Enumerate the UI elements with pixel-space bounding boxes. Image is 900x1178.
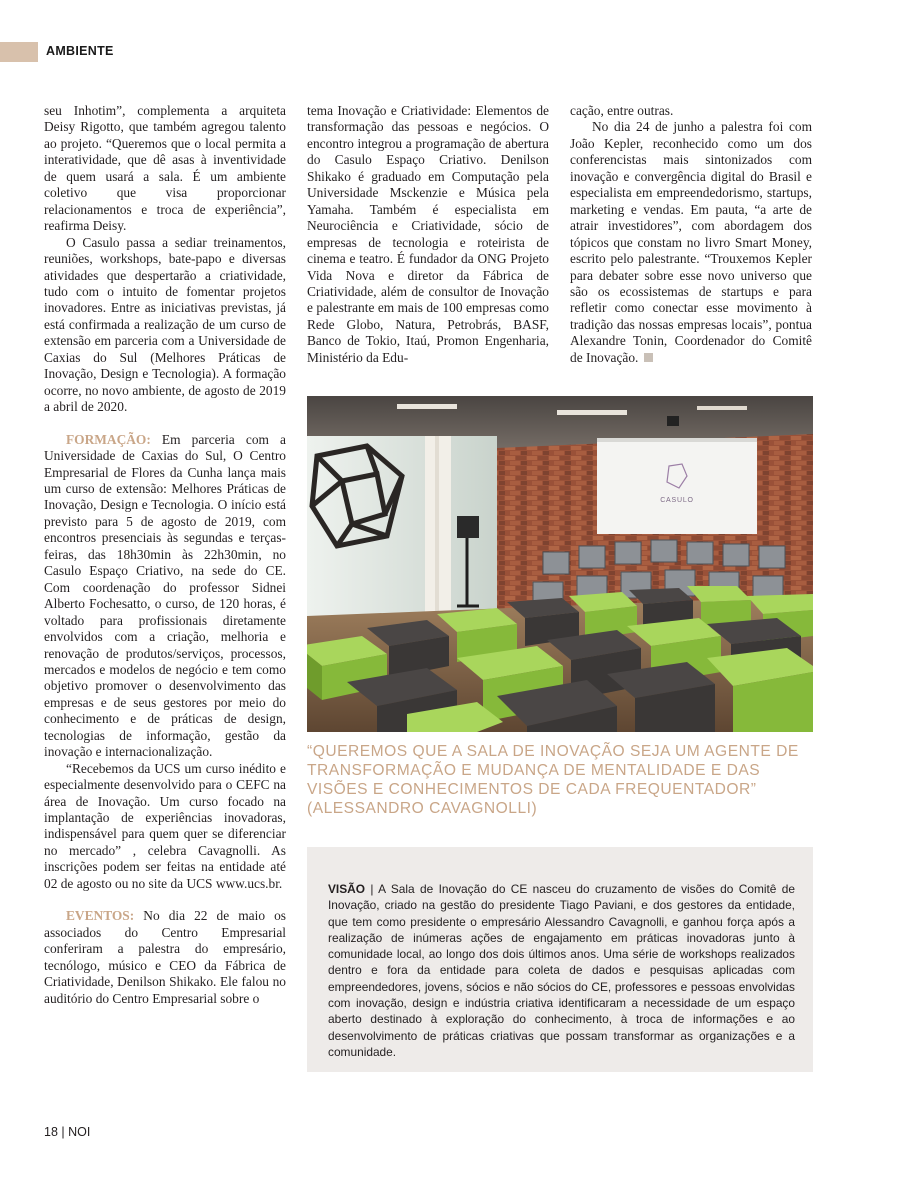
eventos-paragraph: [44, 908, 286, 1007]
eventos-keyword: EVENTOS:: [66, 908, 135, 924]
paragraph: cação, entre outras.: [570, 103, 674, 118]
room-photo: [307, 396, 813, 732]
formacao-text: Em parceria com a Universidade de Caxias do Sul, O Centro Empresarial de Flores da Cunha lança mais um curso de extensão: Melhores Práticas de Inovação, Design e Tecnologia. O início está previsto para 5 de agosto de 2019, com encontros presenciais às segundas e terças-feiras, das 18h30min às 22h30min, no Casulo Espaço Criativo, na sede do CE. Com coordenação do professor Sidnei Alberto Fochesatto, o curso, de 120 horas, é voltado para profissionais diretamente envolvidos com a criação, melhoria e renovação de produtos/serviços, processos, mercados e modelos de negócio e tem como objetivo promover o desenvolvimento das empresas e de seus gestores por meio do conhecimento e de práticas de design, tecnologias de informação, gestão da inovação e internacionalização.: [44, 431, 286, 760]
section-color-tab: [0, 42, 38, 62]
formacao-keyword: FORMAÇÃO:: [66, 431, 151, 447]
page-folio: 18 | NOI: [44, 1125, 91, 1139]
section-label: AMBIENTE: [46, 44, 114, 58]
text-column-3: [570, 103, 812, 366]
sidebar-box-lead: VISÃO: [328, 882, 366, 896]
paragraph: O Casulo passa a sediar treinamentos, reuniões, workshops, bate-papo e diversas atividades que despertarão a criatividade, tudo com o intuito de fomentar projetos inovadores. Entre as iniciativas previstas, já está confirmada a realização de um curso de extensão em parceria com a Universidade de Caxias do Sul (Melhores Práticas de Inovação, Design e Tecnologia). A formação ocorre, no novo ambiente, de agosto de 2019 a abril de 2020.: [44, 234, 286, 415]
stool-seat: [457, 516, 479, 538]
text-column-1: [44, 103, 286, 1007]
paragraph: seu Inhotim”, complementa a arquiteta Deisy Rigotto, que também agregou talento ao projeto. “Queremos que o local permita a interatividade, que dê asas à inventividade de quem usará a sala. É um ambiente coletivo que visa proporcionar relacionamentos e troca de experiência”, reafirma Deisy.: [44, 103, 286, 234]
paragraph: tema Inovação e Criatividade: Elementos de transformação das pessoas e negócios. O encontro integrou a programação de abertura do Casulo Espaço Criativo. Denilson Shikako é graduado em Computação pela Universidade Msckenzie e Música pela Yamaha. Também é especialista em Neurociência e Criatividade, sócio de empresas de tecnologia e roteirista de cinema e teatro. É fundador da ONG Projeto Vida Nova e diretor da Fábrica de Criatividade, além de consultor de Inovação e palestrante em mais de 100 empresas como Rede Globo, Natura, Petrobrás, BASF, Banco de Tokio, Itaú, Promon Engenharia, Ministério da Edu-: [307, 103, 549, 365]
pull-quote: “QUEREMOS QUE A SALA DE INOVAÇÃO SEJA UM AGENTE DE TRANSFORMAÇÃO E MUDANÇA DE MENTALIDADE E DAS VISÕES E CONHECIMENTOS DE CADA FREQUENTADOR” (ALESSANDRO CAVAGNOLLI): [307, 743, 799, 817]
sidebar-box-text: [328, 881, 795, 1060]
paragraph: [570, 119, 812, 366]
screen-logo-text: CASULO: [660, 497, 694, 504]
sidebar-box-body: | A Sala de Inovação do CE nasceu do cruzamento de visões do Comitê de Inovação, criado na gestão do presidente Tiago Paviani, e dos gestores da entidade, que tem como presidente o empresário Alessandro Cavagnolli, e ganhou força após a realização de inúmeras ações de engajamento em práticas inovadoras junto à comunidade local, ao longo dos dois últimos anos. Uma série de workshops realizados dentro e fora da entidade para coleta de dados e pesquisas aplicadas com empreendedores, jovens, sócios e não sócios do CE, professores e pessoas envolvidas com inovação, design e indústria criativa identificaram a necessidade de um espaço aberto destinado à exploração do conhecimento, à troca de informações e ao desenvolvimento de práticas criativas que possam transformar as organizações e a comunidade.: [328, 882, 795, 1059]
formacao-paragraph: [44, 432, 286, 761]
paragraph-text: No dia 24 de junho a palestra foi com João Kepler, reconhecido como um dos conferencistas mais sintonizados com inovação e convergência digital do Brasil e especialista em empreendedorismo, startups, marketing e vendas. Em pauta, “a arte de atrair investidores”, com abordagem dos tópicos que constam no livro Smart Money, escrito pelo palestrante. “Trouxemos Kepler para debater sobre esse novo universo que são os ecossistemas de startups e para refletir como conectar esse movimento à tradição das nossas empresas locais”, pontua Alexandre Tonin, Coordenador do Comitê de Inovação.: [570, 119, 812, 365]
text-column-2: [307, 103, 549, 366]
paragraph: “Recebemos da UCS um curso inédito e especialmente desenvolvido para o CEFC na área de Inovação. Um curso focado na implantação de experiências inovadoras, indispensável para quem quer se diferenciar no mercado” , celebra Cavagnolli. As inscrições podem ser feitas na entidade até 02 de agosto ou no site da UCS www.ucs.br.: [44, 760, 286, 891]
projection-screen: [597, 438, 757, 534]
eventos-text: No dia 22 de maio os associados do Centro Empresarial conferiram a palestra do empresário, tecnólogo, músico e CEO da Fábrica de Criatividade, Denilson Shikako. Ele falou no auditório do Centro Empresarial sobre o: [44, 908, 286, 1006]
room-photo-illustration: [307, 396, 813, 732]
end-of-article-mark: [644, 353, 653, 362]
sidebar-box: [307, 847, 813, 1072]
